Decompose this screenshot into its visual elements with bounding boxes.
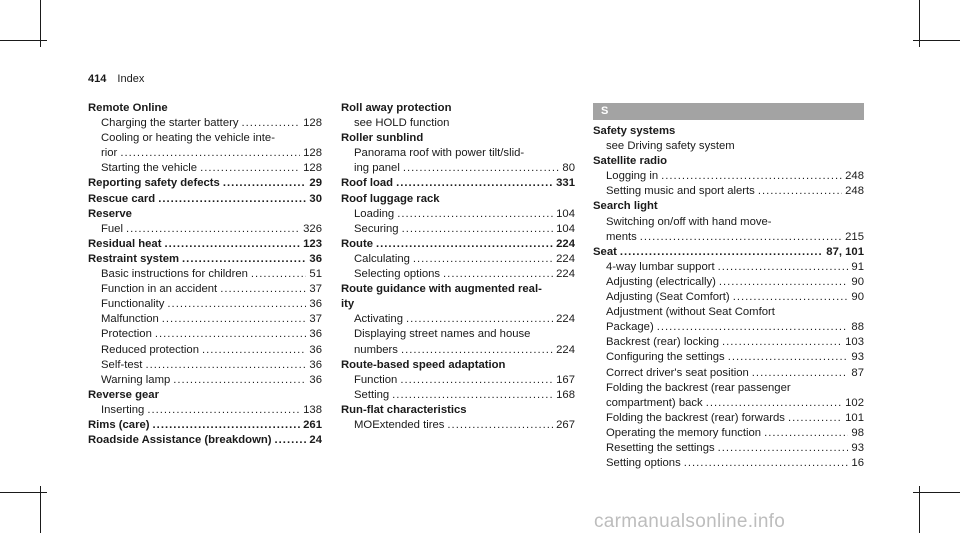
crop-mark — [40, 486, 41, 533]
index-entry — [88, 176, 322, 191]
entry-text: Selecting options — [354, 268, 441, 281]
dot-leader — [158, 192, 306, 207]
index-subentry — [341, 388, 575, 403]
index-subentry — [593, 169, 864, 184]
index-subentry — [593, 441, 864, 456]
entry-text: Satellite radio — [593, 155, 668, 168]
crop-mark — [919, 486, 920, 533]
index-entry — [593, 199, 864, 214]
page-ref: 93 — [851, 441, 864, 454]
index-subentry — [341, 327, 575, 342]
entry-text: Remote Online — [88, 102, 168, 114]
entry-text: Configuring the settings — [606, 351, 725, 364]
index-subentry — [88, 131, 322, 146]
page-ref: 167 — [556, 373, 575, 386]
entry-text: Cooling or heating the vehicle inte- — [101, 132, 275, 145]
dot-leader — [443, 267, 553, 282]
entry-text: Loading — [354, 207, 395, 220]
entry-text: Seat — [593, 245, 617, 258]
dot-leader — [396, 176, 553, 191]
page-ref: 104 — [556, 207, 575, 220]
crop-mark — [913, 40, 960, 41]
index-entry — [593, 124, 864, 139]
index-entry — [88, 237, 322, 252]
entry-text: MOExtended tires — [354, 418, 445, 431]
index-subentry — [593, 426, 864, 441]
index-subentry — [341, 222, 575, 237]
page-ref: 224 — [556, 252, 575, 265]
dot-leader — [728, 350, 849, 365]
index-entry — [341, 131, 575, 146]
entry-text: Displaying street names and house — [354, 328, 531, 341]
entry-text: Reduced protection — [101, 343, 199, 356]
dot-leader — [752, 366, 849, 381]
entry-text: Securing — [354, 222, 399, 235]
dot-leader — [397, 207, 553, 222]
page-ref: 36 — [309, 328, 322, 341]
dot-leader — [718, 260, 849, 275]
page-ref: 36 — [309, 343, 322, 356]
dot-leader — [392, 388, 553, 403]
entry-text: Rescue card — [88, 192, 156, 205]
page-ref: 101 — [845, 411, 864, 424]
index-entry — [88, 101, 322, 116]
dot-leader — [402, 222, 554, 237]
index-subentry — [88, 403, 322, 418]
index-subentry — [88, 146, 322, 161]
page-ref: 267 — [556, 418, 575, 431]
dot-leader — [788, 411, 842, 426]
index-entry — [88, 252, 322, 267]
entry-text: Route guidance with augmented real- — [341, 283, 542, 296]
entry-text: Self-test — [101, 358, 143, 371]
index-subentry — [88, 327, 322, 342]
dot-leader — [413, 252, 553, 267]
index-entry — [341, 192, 575, 207]
entry-text: Charging the starter battery — [101, 117, 239, 130]
index-subentry — [88, 343, 322, 358]
page-ref: 37 — [309, 283, 322, 296]
entry-text: Logging in — [606, 170, 659, 183]
page-ref: 98 — [851, 426, 864, 439]
dot-leader — [223, 176, 307, 191]
page-ref: 87 — [851, 366, 864, 379]
index-entry — [593, 154, 864, 169]
entry-text: Fuel — [101, 222, 123, 235]
entry-text: Setting music and sport alerts — [606, 185, 755, 198]
index-entry — [88, 192, 322, 207]
dot-leader — [620, 245, 823, 260]
index-subentry — [593, 230, 864, 245]
index-subentry — [341, 267, 575, 282]
index-entry — [341, 237, 575, 252]
entry-text: Roof load — [341, 177, 394, 190]
entry-text: Search light — [593, 200, 658, 213]
entry-text: Roadside Assistance (breakdown) — [88, 434, 272, 447]
index-entry — [88, 388, 322, 403]
index-subentry — [88, 312, 322, 327]
dot-leader — [153, 418, 301, 433]
page-ref: 103 — [845, 336, 864, 349]
page-ref: 224 — [556, 313, 575, 326]
entry-text: Route — [341, 237, 374, 250]
page-ref: 36 — [309, 298, 322, 311]
page-ref: 91 — [851, 260, 864, 273]
page-ref: 261 — [303, 418, 322, 431]
watermark: carmanualsonline.info — [594, 511, 786, 532]
page-ref: 224 — [556, 268, 575, 281]
page-ref: 128 — [303, 162, 322, 175]
dot-leader — [182, 252, 306, 267]
index-entry — [88, 418, 322, 433]
index-subentry — [593, 335, 864, 350]
page-ref: 138 — [303, 403, 322, 416]
entry-text: ity — [341, 298, 355, 311]
entry-text: Switching on/off with hand move- — [606, 215, 772, 228]
entry-text: compartment) back — [606, 396, 703, 409]
index-subentry — [593, 184, 864, 199]
index-column-2 — [341, 101, 575, 433]
entry-text: Basic instructions for children — [101, 268, 248, 281]
entry-text: Adjustment (without Seat Comfort — [606, 306, 775, 319]
index-subentry — [341, 343, 575, 358]
index-subentry — [341, 161, 575, 176]
page-ref: 80 — [562, 162, 575, 175]
dot-leader — [403, 161, 560, 176]
crop-mark — [0, 492, 47, 493]
dot-leader — [155, 327, 307, 342]
dot-leader — [764, 426, 848, 441]
page-ref: 90 — [851, 275, 864, 288]
index-entry — [341, 297, 575, 312]
index-subentry — [341, 373, 575, 388]
entry-text: ments — [606, 230, 637, 243]
entry-text: see Driving safety system — [606, 140, 735, 153]
entry-text: Protection — [101, 328, 152, 341]
index-subentry — [341, 252, 575, 267]
page-ref: 93 — [851, 351, 864, 364]
dot-leader — [145, 358, 306, 373]
page-ref: 16 — [851, 457, 864, 470]
page-ref: 37 — [309, 313, 322, 326]
entry-text: Roll away protection — [341, 102, 452, 114]
page-ref: 87, 101 — [826, 245, 864, 258]
index-entry — [341, 101, 575, 116]
page-ref: 36 — [309, 358, 322, 371]
page-ref: 36 — [309, 252, 322, 265]
dot-leader — [220, 282, 306, 297]
page-ref: 128 — [303, 117, 322, 130]
dot-leader — [657, 320, 849, 335]
index-subentry — [593, 260, 864, 275]
entry-text: Rims (care) — [88, 418, 150, 431]
page-ref: 128 — [303, 147, 322, 160]
dot-leader — [718, 441, 849, 456]
index-subentry — [88, 116, 322, 131]
page-ref: 24 — [309, 434, 322, 447]
entry-text: Function in an accident — [101, 283, 218, 296]
index-subentry — [341, 146, 575, 161]
index-subentry — [593, 215, 864, 230]
index-subentry — [341, 207, 575, 222]
dot-leader — [661, 169, 842, 184]
dot-leader — [242, 116, 301, 131]
index-subentry — [593, 366, 864, 381]
entry-text: Malfunction — [101, 313, 159, 326]
dot-leader — [275, 433, 307, 448]
dot-leader — [200, 161, 300, 176]
section-title: Index — [117, 73, 145, 85]
index-subentry — [593, 305, 864, 320]
entry-text: numbers — [354, 343, 398, 356]
page-ref: 88 — [851, 321, 864, 334]
index-column-3 — [593, 101, 864, 471]
entry-text: 4-way lumbar support — [606, 260, 715, 273]
index-subentry — [88, 373, 322, 388]
page-ref: 326 — [303, 222, 322, 235]
page-ref: 102 — [845, 396, 864, 409]
index-subentry — [341, 312, 575, 327]
index-subentry — [88, 161, 322, 176]
index-entry — [341, 403, 575, 418]
section-letter: S — [593, 103, 864, 120]
page-ref: 224 — [556, 343, 575, 356]
dot-leader — [162, 312, 307, 327]
index-subentry — [593, 350, 864, 365]
entry-text: Starting the vehicle — [101, 162, 198, 175]
index-subentry — [88, 267, 322, 282]
page-ref: 123 — [303, 237, 322, 250]
page-ref: 30 — [309, 192, 322, 205]
page-ref: 224 — [556, 237, 575, 250]
dot-leader — [167, 297, 306, 312]
dot-leader — [733, 290, 849, 305]
index-subentry — [593, 396, 864, 411]
dot-leader — [684, 456, 849, 471]
entry-text: Operating the memory function — [606, 426, 762, 439]
dot-leader — [173, 373, 306, 388]
index-subentry — [88, 282, 322, 297]
dot-leader — [401, 343, 553, 358]
dot-leader — [447, 418, 553, 433]
entry-text: Reserve — [88, 207, 132, 220]
entry-text: Folding the backrest (rear passenger — [606, 381, 791, 394]
crop-mark — [913, 492, 960, 493]
dot-leader — [164, 237, 300, 252]
index-subentry — [593, 290, 864, 305]
dot-leader — [406, 312, 553, 327]
entry-text: Panorama roof with power tilt/slid- — [354, 147, 525, 160]
index-entry — [88, 433, 322, 448]
entry-text: ing panel — [354, 162, 400, 175]
index-subentry — [341, 116, 575, 131]
page-number: 414 — [88, 73, 107, 85]
index-subentry — [593, 139, 864, 154]
page-ref: 90 — [851, 291, 864, 304]
entry-text: Inserting — [101, 403, 145, 416]
page-ref: 36 — [309, 373, 322, 386]
entry-text: Setting options — [606, 457, 681, 470]
entry-text: Activating — [354, 313, 403, 326]
dot-leader — [640, 230, 842, 245]
entry-text: Adjusting (Seat Comfort) — [606, 291, 730, 304]
page-ref: 51 — [309, 268, 322, 281]
page-ref: 248 — [845, 185, 864, 198]
entry-text: Residual heat — [88, 237, 162, 250]
entry-text: Restraint system — [88, 252, 180, 265]
page-ref: 248 — [845, 170, 864, 183]
entry-text: Roof luggage rack — [341, 192, 440, 205]
index-entry — [593, 245, 864, 260]
entry-text: Warning lamp — [101, 373, 171, 386]
index-subentry — [593, 381, 864, 396]
entry-text: Run-flat characteristics — [341, 403, 467, 416]
dot-leader — [722, 335, 842, 350]
page-ref: 215 — [845, 230, 864, 243]
dot-leader — [400, 373, 553, 388]
entry-text: see HOLD function — [354, 117, 450, 130]
entry-text: Reporting safety defects — [88, 177, 220, 190]
index-column-1 — [88, 101, 322, 448]
entry-text: rior — [101, 147, 118, 160]
page-ref: 168 — [556, 388, 575, 401]
dot-leader — [376, 237, 553, 252]
index-subentry — [88, 358, 322, 373]
entry-text: Resetting the settings — [606, 441, 715, 454]
index-subentry — [593, 456, 864, 471]
dot-leader — [202, 343, 306, 358]
entry-text: Reverse gear — [88, 388, 159, 401]
index-subentry — [88, 222, 322, 237]
index-entry — [341, 358, 575, 373]
page-header — [88, 73, 144, 85]
entry-text: Folding the backrest (rear) forwards — [606, 411, 785, 424]
dot-leader — [706, 396, 842, 411]
entry-text: Adjusting (electrically) — [606, 275, 716, 288]
entry-text: Setting — [354, 388, 390, 401]
entry-text: Route-based speed adaptation — [341, 358, 506, 371]
dot-leader — [758, 184, 842, 199]
entry-text: Correct driver's seat position — [606, 366, 749, 379]
index-subentry — [593, 411, 864, 426]
page-ref: 29 — [309, 177, 322, 190]
index-subentry — [593, 275, 864, 290]
dot-leader — [719, 275, 849, 290]
page-ref: 331 — [556, 177, 575, 190]
dot-leader — [120, 146, 300, 161]
index-entry — [341, 282, 575, 297]
entry-text: Calculating — [354, 252, 410, 265]
dot-leader — [251, 267, 307, 282]
index-subentry — [593, 320, 864, 335]
entry-text: Safety systems — [593, 125, 676, 137]
index-subentry — [341, 418, 575, 433]
entry-text: Function — [354, 373, 398, 386]
dot-leader — [126, 222, 300, 237]
entry-text: Roller sunblind — [341, 132, 424, 145]
index-subentry — [88, 297, 322, 312]
index-entry — [88, 207, 322, 222]
dot-leader — [147, 403, 300, 418]
entry-text: Functionality — [101, 298, 165, 311]
index-entry — [341, 176, 575, 191]
page-ref: 104 — [556, 222, 575, 235]
crop-mark — [0, 40, 47, 41]
entry-text: Package) — [606, 321, 654, 334]
entry-text: Backrest (rear) locking — [606, 336, 720, 349]
